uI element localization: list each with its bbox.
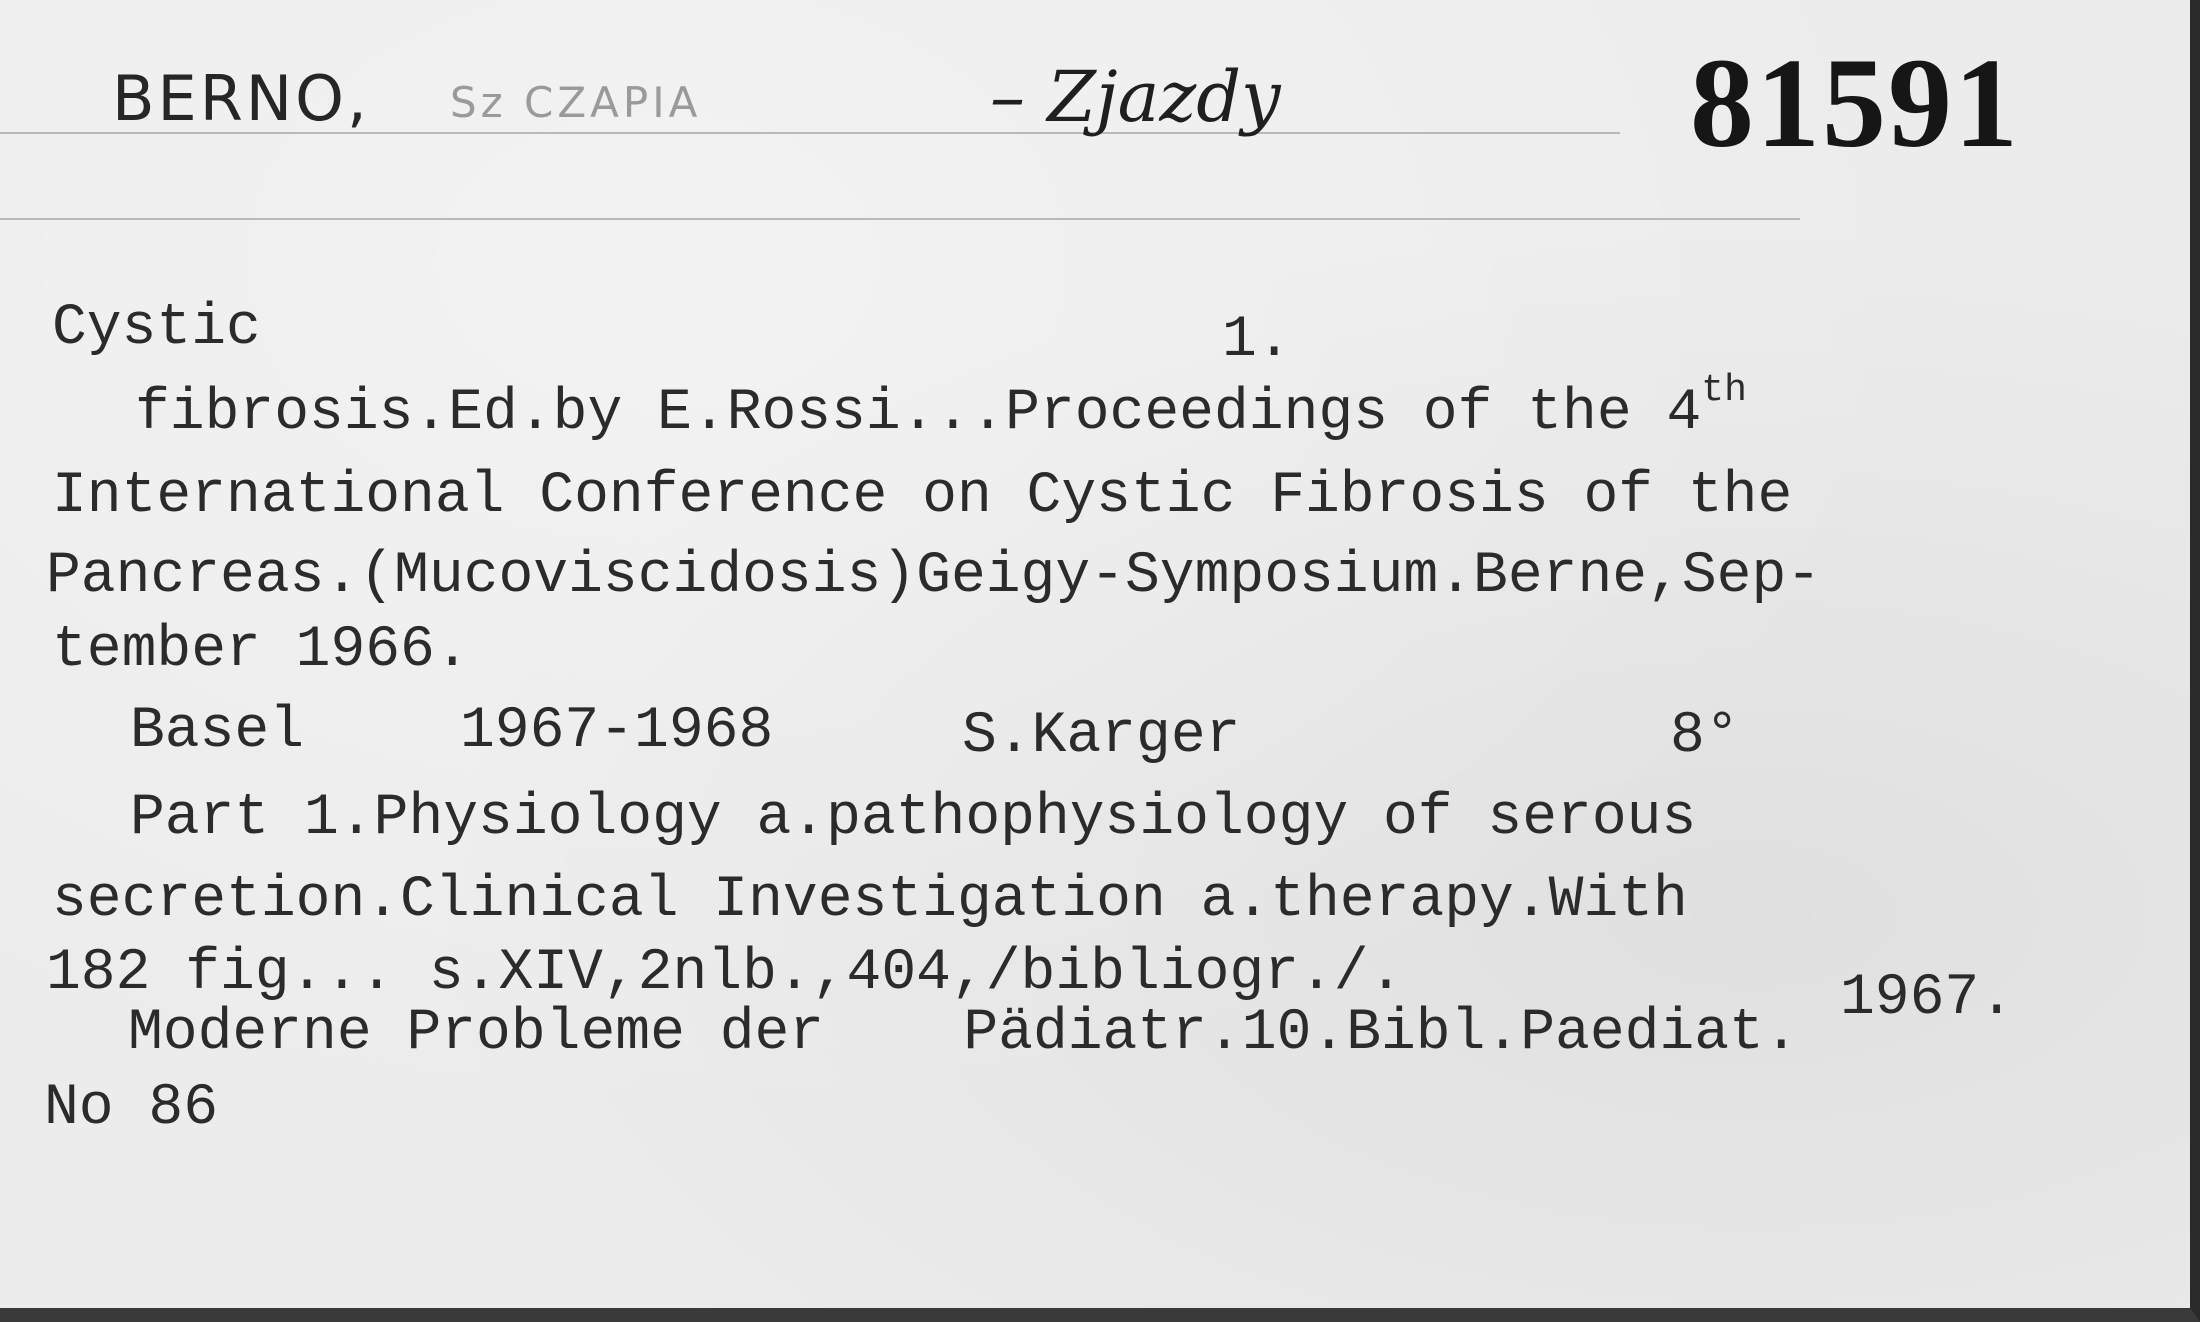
imprint-years: 1967-1968 (460, 699, 774, 764)
line-2-text: fibrosis.Ed.by E.Rossi...Proceedings of the 4 (135, 381, 1702, 446)
series-line: Moderne Probleme der Pädiatr.10.Bibl.Paediat. (128, 1001, 1799, 1066)
line-2 (135, 369, 1747, 446)
imprint-place: Basel (130, 699, 305, 764)
line-7: Part 1.Physiology a.pathophysiology of serous (130, 786, 1697, 851)
imprint-format: 8° (1670, 704, 1740, 769)
header-heading: BERNO, (112, 62, 370, 135)
line-4: Pancreas.(Mucoviscidosis)Geigy-Symposium.Berne,Sep- (46, 544, 1822, 609)
line-5: tember 1966. (52, 618, 470, 683)
line-1-word: Cystic (52, 296, 261, 361)
line-3: International Conference on Cystic Fibrosis of the (52, 464, 1793, 529)
line-1-number: 1. (1222, 308, 1292, 373)
line-9-year: 1967. (1840, 966, 2015, 1031)
accession-number: 81591 (1690, 32, 2020, 174)
header-handwritten-subject: – Zjazdy (990, 56, 1281, 138)
header-faded-text: Sz CZAPIA (450, 78, 702, 127)
line-9-text: 182 fig... s.XIV,2nlb.,404,/bibliogr./. (46, 941, 1404, 1006)
line-8: secretion.Clinical Investigation a.therapy.With (52, 868, 1688, 933)
imprint-publisher: S.Karger (962, 704, 1241, 769)
second-ruled-line (0, 218, 1800, 220)
line-2-superscript: th (1701, 369, 1747, 412)
series-number: No 86 (44, 1076, 219, 1141)
